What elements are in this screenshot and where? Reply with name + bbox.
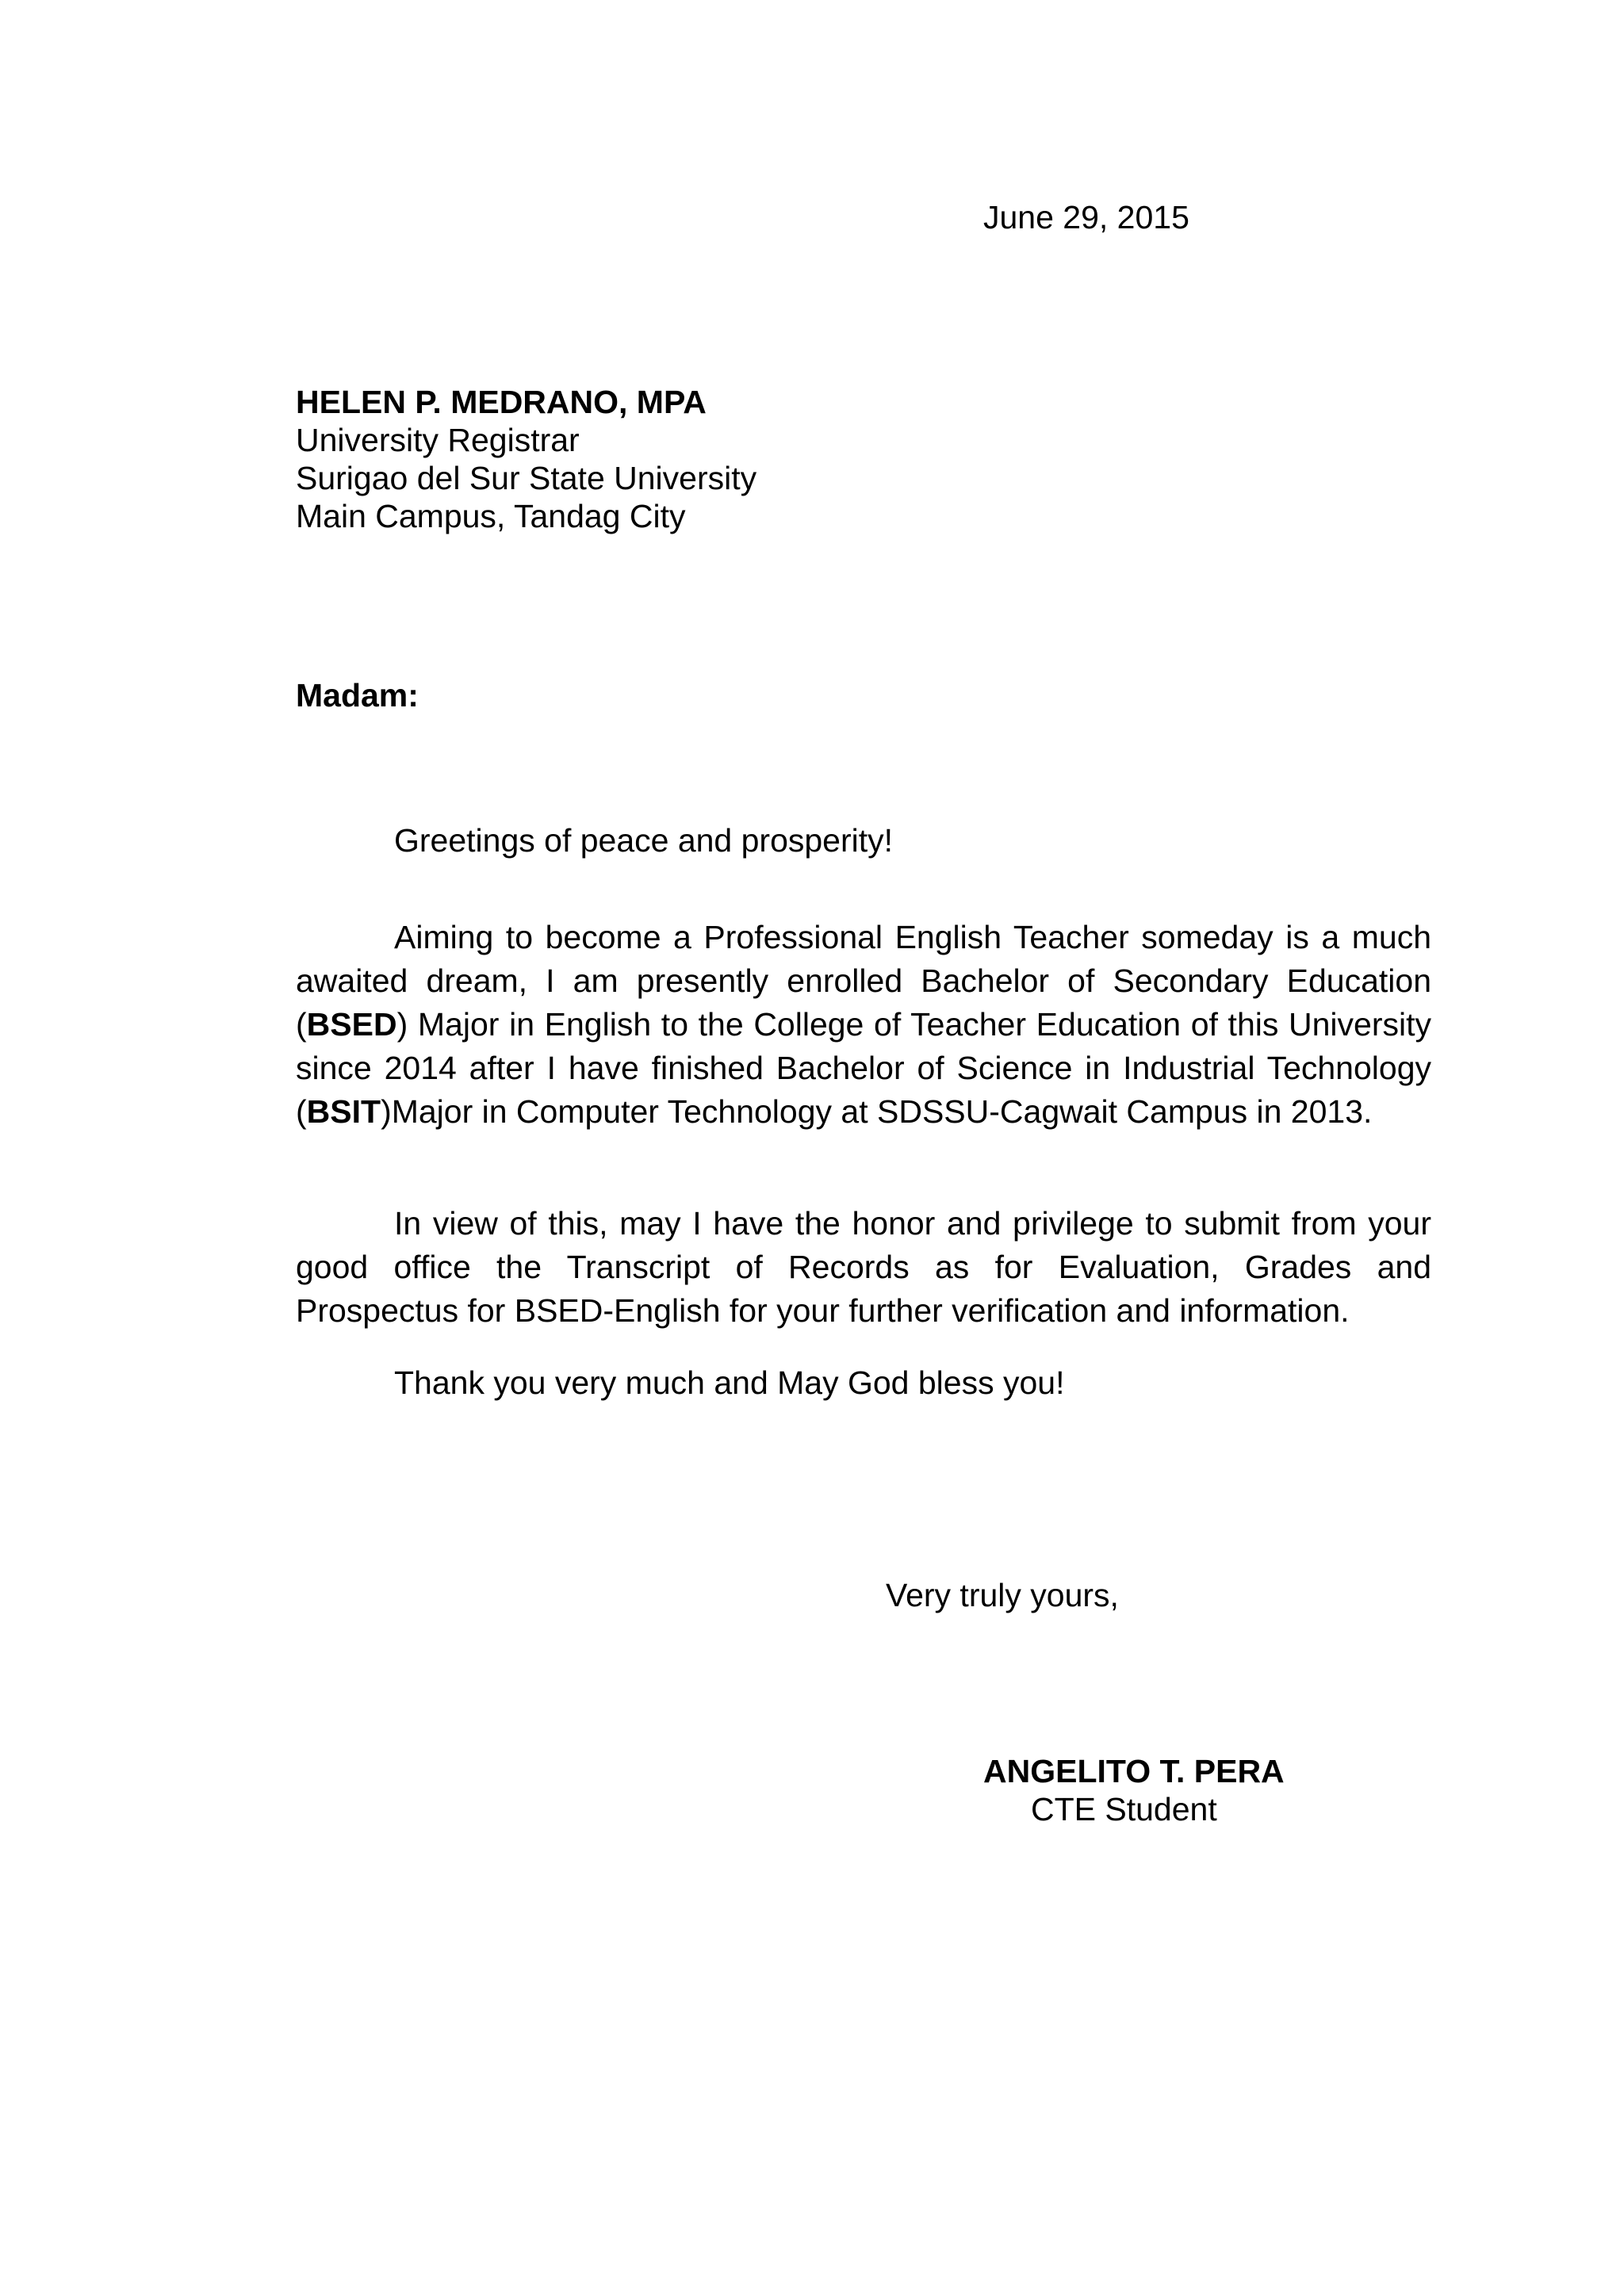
signatory-title: CTE Student — [1031, 1791, 1217, 1827]
greeting-paragraph: Greetings of peace and prosperity! — [394, 822, 894, 859]
recipient-location: Main Campus, Tandag City — [296, 498, 686, 534]
recipient-title: University Registrar — [296, 422, 580, 458]
body-text: ) Major in English to the College of Teacher Education of this University since 2014 after I have finished Bachelor of Science in Industrial Technology ( — [296, 1006, 1431, 1130]
recipient-name: HELEN P. MEDRANO, MPA — [296, 384, 707, 420]
body-paragraph-2: In view of this, may I have the honor and privilege to submit from your good office the Transcript of Records as for Evaluation, Grades and Prospectus for BSED-English for your further verification and information. — [296, 1205, 1431, 1329]
bsit-abbreviation: BSIT — [306, 1093, 381, 1130]
signatory-name: ANGELITO T. PERA — [983, 1753, 1285, 1789]
body-text: Aiming to become a Professional English Teacher someday is a much awaited dream, I am presently enrolled Bachelor of Secondary Education ( — [296, 919, 1431, 1043]
body-paragraph-1 — [296, 916, 1431, 1134]
body-text: )Major in Computer Technology at SDSSU-Cagwait Campus in 2013. — [381, 1093, 1373, 1130]
complimentary-close: Very truly yours, — [886, 1577, 1119, 1613]
bsed-abbreviation: BSED — [306, 1006, 397, 1043]
salutation: Madam: — [296, 677, 419, 714]
body-paragraph-3: Thank you very much and May God bless you! — [394, 1364, 1065, 1401]
recipient-institution: Surigao del Sur State University — [296, 460, 757, 496]
letter-date: June 29, 2015 — [983, 199, 1189, 235]
